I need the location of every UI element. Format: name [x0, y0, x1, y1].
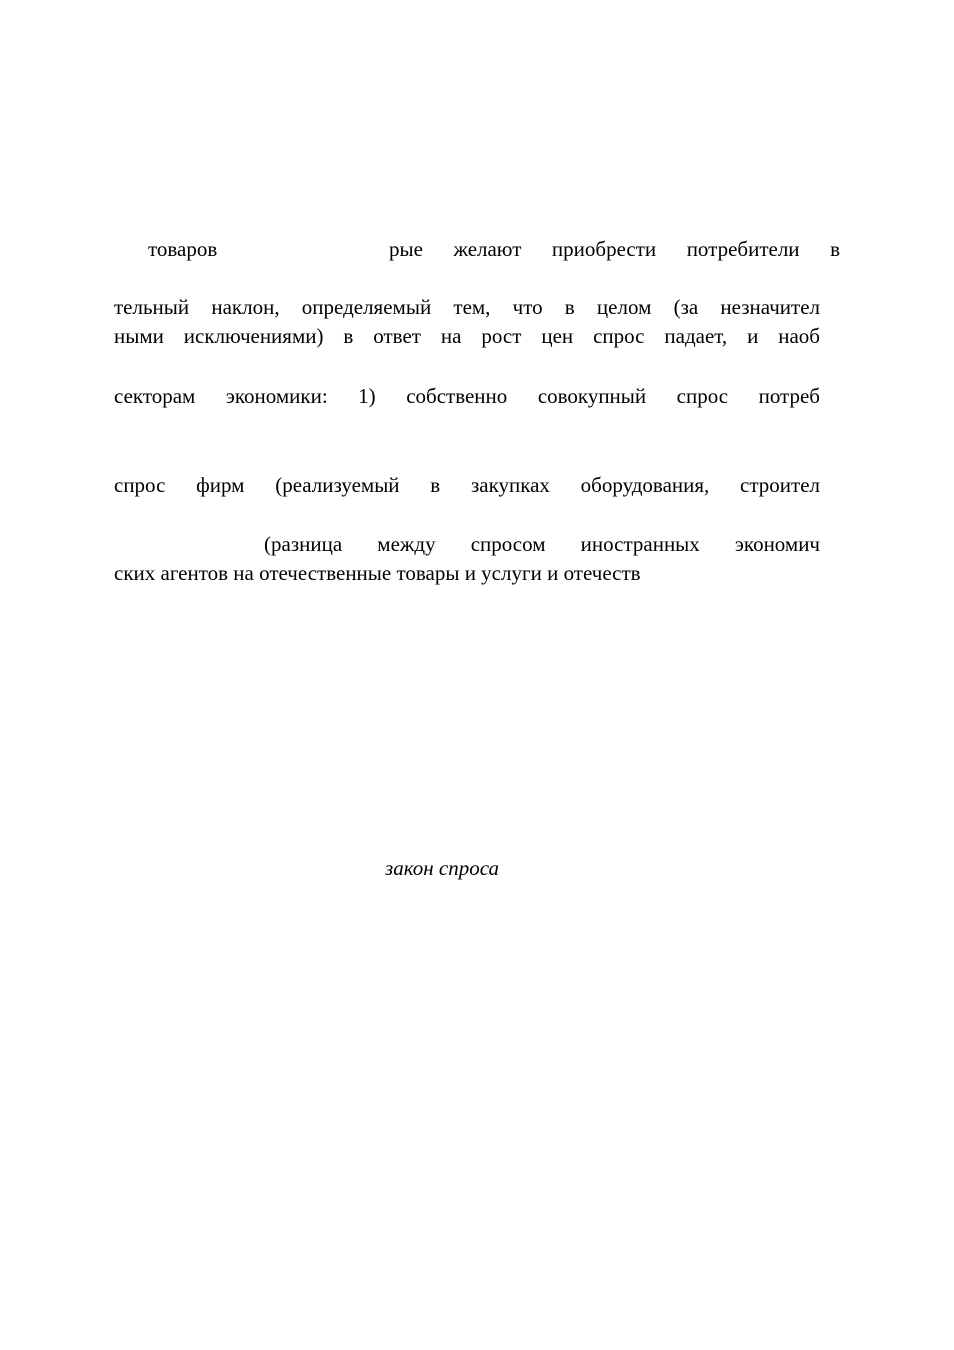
text-line-3: ными исключениями) в ответ на рост цен спрос падает, и наоб [114, 324, 820, 348]
text-line-7: ских агентов на отечественные товары и услуги и отечеств [114, 561, 641, 585]
text-fragment-line-1: рые желают приобрести потребители в [389, 237, 840, 261]
italic-term: закон спроса [385, 856, 499, 880]
text-line-4: секторам экономики: 1) собственно совокупный спрос потреб [114, 384, 820, 408]
text-line-5: спрос фирм (реализуемый в закупках оборудования, строител [114, 473, 820, 497]
text-fragment-tovarov: товаров [148, 237, 218, 261]
text-line-6: (разница между спросом иностранных экономич [264, 532, 820, 556]
text-line-2: тельный наклон, определяемый тем, что в целом (за незначител [114, 295, 820, 319]
